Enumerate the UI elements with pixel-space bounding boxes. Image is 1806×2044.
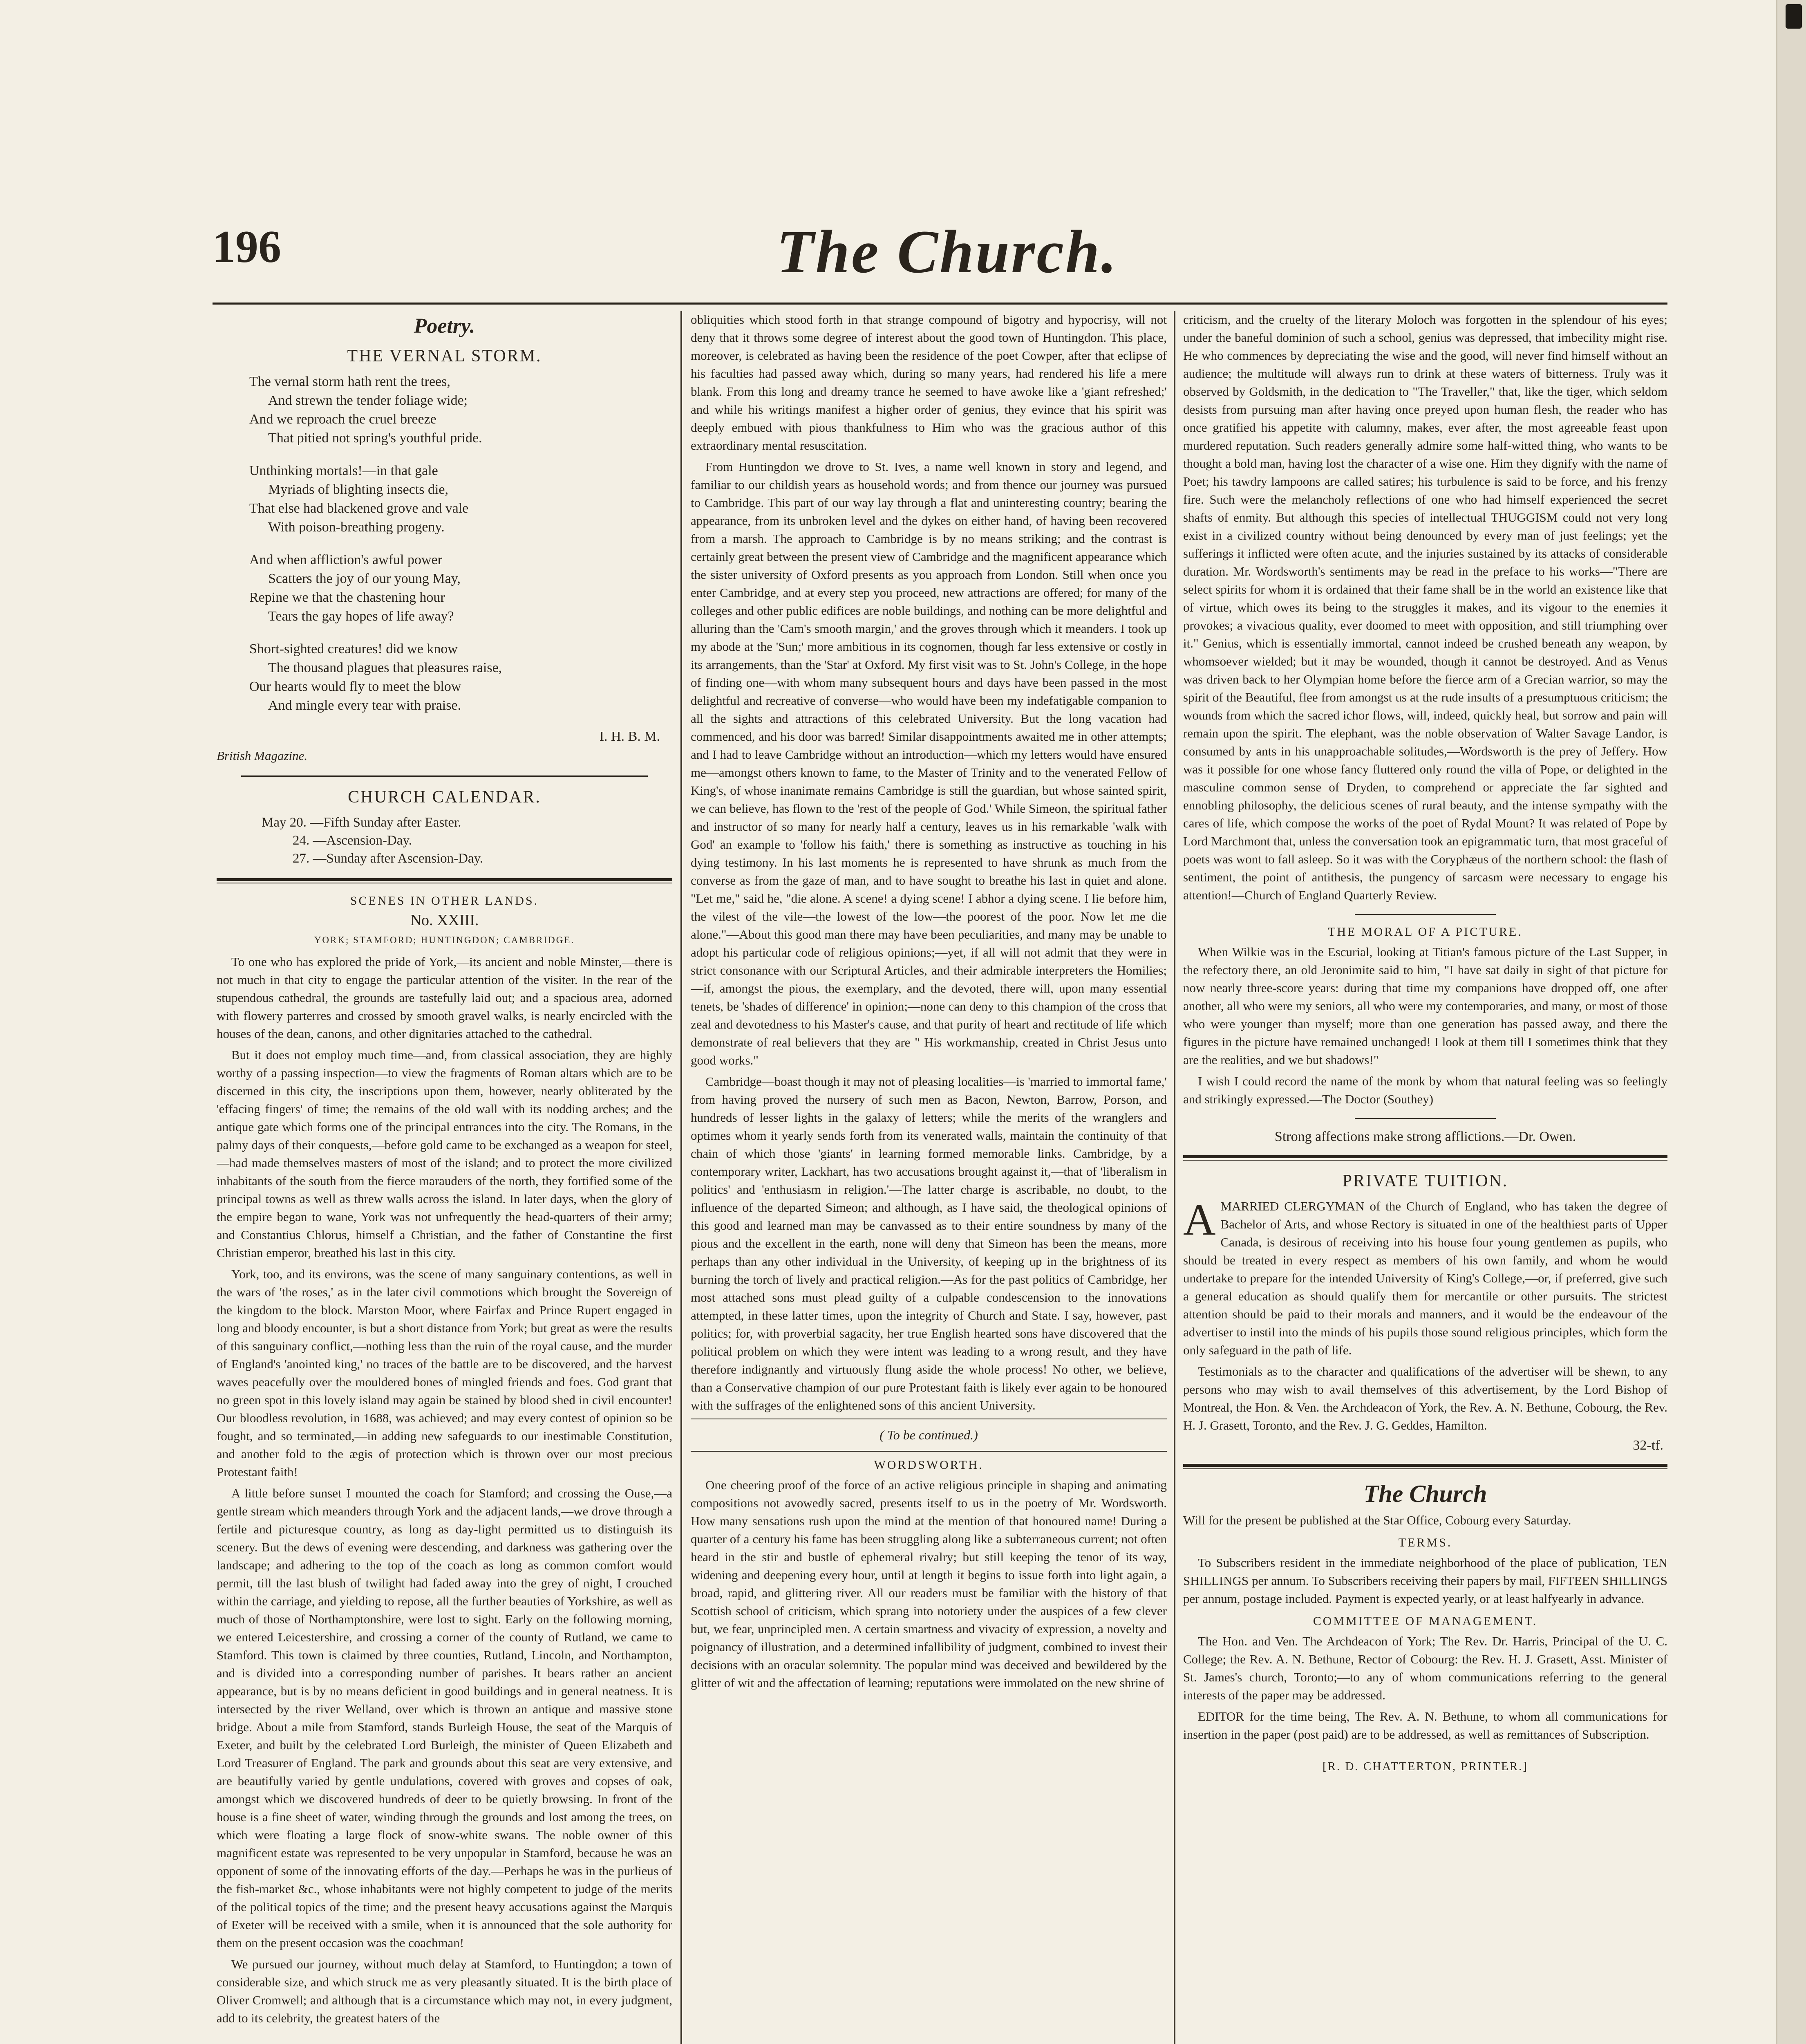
poem — [249, 372, 672, 715]
column-rule — [680, 311, 682, 2044]
poem-line: Myriads of blighting insects die, — [268, 482, 449, 497]
poem-source: British Magazine. — [217, 749, 308, 763]
paragraph: I wish I could record the name of the monk by whom that natural feeling was so feelingly and strikingly expressed.—The Doctor (Southey) — [1183, 1074, 1667, 1106]
article-title: WORDSWORTH. — [874, 1458, 984, 1472]
calendar-entry: May 20. —Fifth Sunday after Easter. — [262, 815, 461, 830]
poem-line: The thousand plagues that pleasures raise, — [268, 660, 502, 675]
divider — [1355, 1118, 1496, 1119]
publication-info — [1183, 1511, 1667, 1744]
paragraph: obliquities which stood forth in that strange compound of bigotry and hypocrisy, will not deny that it throws some degree of interest about the good town of Huntingdon. This place, moreover, is celebrated as having been the residence of the poet Cowper, after that eclipse of his faculties had passed away which, during so many years, had rendered his life a mere blank. From this long and dreamy trance he seemed to have awoke like a 'giant refreshed;' and while his writings manifest a higher order of genius, they evince that his spirit was deeply embued with pious thankfulness to Him who was the gracious author of this extraordinary mental resuscitation. — [691, 312, 1167, 453]
paragraph: To one who has explored the pride of York,—its ancient and noble Minster,—there is not much in that city to engage the particular attention of the visiter. In the rear of the stupendous cathedral, the grounds are tastefully laid out; and a spacious area, adorned with flowery parterres and crossed by smooth gravel walks, is nearly encircled with the houses of the dean, canons, and other dignitaries attached to the cathedral. — [217, 955, 672, 1041]
paragraph: EDITOR for the time being, The Rev. A. N. Bethune, to whom all communications for insertion in the paper (post paid) are to be addressed, as well as remittances of Subscription. — [1183, 1709, 1667, 1741]
column-3 — [1183, 311, 1667, 2044]
publication-title: The Church — [1363, 1480, 1487, 1507]
advert-body — [1183, 1197, 1667, 1453]
terms-title: TERMS. — [1398, 1536, 1452, 1549]
poem-line: Scatters the joy of our young May, — [268, 571, 461, 586]
paragraph: Cambridge—boast though it may not of pleasing localities—is 'married to immortal fame,' from having proved the nursery of such men as Bacon, Newton, Barrow, Porson, and hundreds of lesser lights in the galaxy of letters; while the merits of the wranglers and optimes whom it yearly sends forth from its venerated walls, maintain the continuity of that chain of which those 'giants' in learning formed memorable links. Cambridge, by a contemporary writer, Lackhart, has two accusations brought against it,—that of 'liberalism in politics' and 'enthusiasm in religion.'—The latter charge is ascribable, no doubt, to the influence of the departed Simeon; and although, as I have said, the theological opinions of this good and learned man may be canvassed as to their entire soundness by many of the pious and the excellent in the earth, none will deny that Simeon has been the means, more perhaps than any other individual in the University, of keeping up in the brightness of its burning the torch of lively and practical religion.—As for the past politics of Cambridge, her most attached sons must plead guilty of a culpable condescension to the innovations attempted, in these latter times, upon the integrity of Church and State. I say, however, past politics; for, with proverbial sagacity, her true English hearted sons have discovered that the political problem on which they were intent was leading to a wrong result, and they have therefore indignantly and virtuously flung aside the whole process! No other, we believe, than a Conservative champion of our pure Protestant faith is likely ever again to be honoured with the suffrages of the enlightened sons of this ancient University. — [691, 1074, 1167, 1412]
paragraph: York, too, and its environs, was the scene of many sanguinary contentions, as well in the wars of 'the roses,' as in the later civil commotions which brought the Sovereign of the kingdom to the block. Marston Moor, where Fairfax and Prince Rupert engaged in long and bloody encounter, is but a short distance from York; but great as were the results of this sanguinary conflict,—nothing less than the ruin of the royal cause, and the murder of England's 'anointed king,' no traces of the battle are to be discovered, and the harvest waves peacefully over the mouldered bones of mingled friends and foes. God grant that no green spot in this lovely island may again be stained by blood shed in civil encounter! Our bloodless revolution, in 1688, was achieved; and may every contest of opinion so be fought, and so terminated,—in adding new safeguards to our inestimable Constitution, and another fold to the ægis of protection which is thrown over our most precious Protestant faith! — [217, 1267, 672, 1479]
paragraph: The Hon. and Ven. The Archdeacon of York; The Rev. Dr. Harris, Principal of the U. C. College; the Rev. A. N. Bethune, Rector of Cobourg: the Rev. H. J. Grasett, Asst. Minister of St. James's church, Toronto;—to any of whom communications referring to the general interests of the paper may be addressed. — [1183, 1634, 1667, 1702]
poem-line: Short-sighted creatures! did we know — [249, 641, 458, 657]
paragraph: criticism, and the cruelty of the literary Moloch was forgotten in the splendour of his eyes; under the baneful dominion of such a school, genius was depressed, that imbecility might rise. He who commences by depreciating the wise and the good, will never find himself without an audience; the multitude will always run to drink at these waters of bitterness. Truly was it observed by Goldsmith, in the dedication to "The Traveller," that, like the tiger, which seldom desists from pursuing man after having once preyed upon human flesh, the reader who has once gratified his appetite with calumny, makes, ever after, the most agreeable feast upon murdered reputation. Such readers generally admire some half-witted thing, who wants to be thought a bold man, having lost the character of a wise one. Him they dignify with the name of Poet; his tawdry lampoons are called satires; his turbulence is said to be force, and his frenzy fire. Such were the melancholy reflections of one who had himself experienced the secret shafts of enmity. But although this species of intellectual THUGGISM could not very long exist in a civilized country without being denounced by every man of just feelings; yet the sufferings it inflicted were often acute, and the injuries sustained by its attacks of considerable duration. Mr. Wordsworth's sentiments may be read in the preface to his works—"There are select spirits for whom it is ordained that their fame shall be in the world an existence like that of virtue, which owes its being to the struggles it makes, and its vigour to the enemies it provokes; a vivacious quality, ever doomed to meet with opposition, and still triumphing over it." Genius, which is essentially immortal, cannot indeed be crushed beneath any weapon, by whomsoever wielded; but it may be wounded, though it cannot be destroyed. And as Venus was driven back to her Olympian home before the fierce arm of a Grecian warrior, so may the spirit of the Beautiful, flee from amongst us at the rude insults of a presumptuous criticism; the wounds from which the sacred ichor flows, will, indeed, quickly heal, but sorrow and pain will remain upon the spirit. The elephant, was the noble observation of Walter Savage Landor, is consumed by ants in his unapproachable solitudes,—Wordsworth is the prey of Jeffery. How was it possible for one whose fancy fluttered only round the villa of Pope, or delighted in the masculine common sense of Dryden, to comprehend or appreciate the far sighted and ennobling philosophy, the delicious scenes of rural beauty, and the intense sympathy with the cares of life, which compose the works of the poet of Rydal Mount? It was related of Pope by Lord Marchmont that, unless the conversation took an epigrammatic turn, that most graceful of poets was wont to fall asleep. So it was with the Coryphæus of the northern school: the flash of sentiment, the point of antithesis, the pungency of sarcasm were necessary to engage his attention!—Church of England Quarterly Review. — [1183, 312, 1667, 902]
divider — [217, 878, 672, 883]
page-number: 196 — [213, 222, 281, 272]
paragraph: But it does not employ much time—and, from classical association, they are highly worthy of a passing inspection—to view the fragments of Roman altars which are to be discerned in this city, the inscriptions upon them, however, nearly obliterated by the 'effacing fingers' of time; the remains of the old wall with its nodding arches; and the antique gate which forms one of the principal entrances into the city. The Romans, in the palmy days of their conquests,—before gold came to be exchanged as a weapon for steel,—had made themselves masters of most of the island; and to protect the more civilized inhabitants of the south from the fierce marauders of the north, they fortified some of the principal towns as well as threw walls across the island. In later days, when the glory of the empire began to wane, York was not unfrequently the head-quarters of their army; and Constantius Chlorus, himself a Christian, and the father of Constantine the first Christian emperor, breathed his last in this city. — [217, 1048, 672, 1260]
article-body — [1183, 311, 1667, 1145]
paragraph: When Wilkie was in the Escurial, looking at Titian's famous picture of the Last Supper, in the refectory there, an old Jeronimite said to him, "I have sat daily in sight of that picture for now nearly three-score years: during that time my companions have dropped off, one after another, all who were my seniors, all who were my contemporaries, and many, or most of those who were younger than myself; more than one generation has passed away, and there the figures in the picture have remained unchanged! I look at them till I sometimes think that they are the realities, and we but shadows!" — [1183, 945, 1667, 1067]
calendar-entry: 27. —Sunday after Ascension-Day. — [293, 851, 483, 866]
section-heading-poetry: Poetry. — [414, 314, 475, 338]
article-places: YORK; STAMFORD; HUNTINGDON; CAMBRIDGE. — [314, 935, 575, 945]
stanza — [249, 551, 672, 626]
continued-box — [691, 1419, 1167, 1452]
quote: Strong affections make strong afflictions.—Dr. Owen. — [1274, 1129, 1576, 1144]
poem-line: And we reproach the cruel breeze — [249, 412, 436, 427]
poem-line: That pitied not spring's youthful pride. — [268, 430, 482, 446]
column-rule — [1174, 311, 1175, 2044]
binding-mark — [1786, 4, 1802, 29]
poem-title: THE VERNAL STORM. — [347, 347, 542, 365]
printer-imprint: [R. D. CHATTERTON, PRINTER.] — [1322, 1760, 1528, 1773]
divider — [1183, 1155, 1667, 1161]
header-rule — [213, 303, 1667, 305]
church-calendar — [217, 814, 672, 867]
paragraph: One cheering proof of the force of an active religious principle in shaping and animating compositions not avowedly sacred, presents itself to us in the poetry of Mr. Wordsworth. How many sensations rush upon the mind at the mention of that honoured name! During a quarter of a century his fame has been struggling along like a subterraneous current; not often heard in the stir and bustle of ephemeral rivalry; but still keeping the tenor of its way, widening and deepening every hour, until at length it begins to issue forth into light again, a broad, rapid, and glittering river. All our readers must be familiar with the history of that Scottish school of criticism, which sprang into notoriety under the auspices of a few clever but, we fear, unprincipled men. A certain smartness and vivacity of expression, a novelty and poignancy of illustration, and a determined infallibility of judgment, combined to invest their decisions with an oracular solemnity. The popular mind was deceived and bewildered by the glitter of wit and the affectation of learning; reputations were immolated on the new shrine of — [691, 1478, 1167, 1690]
advert-reference: 32-tf. — [1633, 1438, 1663, 1453]
divider — [241, 775, 648, 777]
stanza — [249, 640, 672, 715]
paragraph: A little before sunset I mounted the coach for Stamford; and crossing the Ouse,—a gentle stream which meanders through York and the adjacent lands,—we drove through a fertile and picturesque country, as long as day-light permitted us to distinguish its scenery. But the dews of evening were descending, and darkness was gathering over the landscape; and adhering to the top of the coach as long as common comfort would permit, till the last blush of twilight had faded away into the grey of night, I crouched within the carriage, and yielding to repose, all the further beauties of Yorkshire, as well as much of those of Northamptonshire, were lost to sight. Early on the following morning, we entered Leicestershire, and crossing a corner of the county of Rutland, we came to Stamford. This town is claimed by three counties, Rutland, Lincoln, and Northampton, and is divided into a corresponding number of parishes. It bears rather an ancient appearance, but is by no means deficient in good buildings and in general neatness. It is intersected by the river Welland, over which is thrown an antique and massive stone bridge. About a mile from Stamford, stands Burleigh House, the seat of the Marquis of Exeter, and built by the celebrated Lord Burleigh, the minister of Queen Elizabeth and Lord Treasurer of England. The park and grounds about this seat are very extensive, and are beautifully varied by gentle undulations, covered with groves and copses of oak, amongst which we discovered hundreds of deer to be quietly browsing. In front of the house is a fine sheet of water, winding through the grounds and lost among the trees, on which were floating a large flock of snow-white swans. The noble owner of this magnificent estate was represented to be very unpopular in Stamford, because he was an opponent of some of the innovating efforts of the day.—Perhaps he was in the purlieus of the fish-market &c., whose inhabitants were not highly competent to judge of the merits of the political topics of the time; and the present heavy accusations against the Marquis of Exeter will be received with a smile, when it is announced that the sole authority for them on the present occasion was the coachman! — [217, 1486, 672, 1950]
masthead-title: The Church. — [777, 218, 1118, 286]
article-title: THE MORAL OF A PICTURE. — [1328, 925, 1523, 939]
paragraph: Testimonials as to the character and qualifications of the advertiser will be shewn, to any persons who may wish to avail themselves of this advertisement, by the Lord Bishop of Montreal, the Hon. & Ven. the Archdeacon of York, the Rev. A. N. Bethune, Cobourg, the Rev. H. J. Grasett, Toronto, and the Rev. J. G. Geddes, Hamilton. — [1183, 1364, 1667, 1432]
poem-line: And mingle every tear with praise. — [268, 698, 461, 713]
advert-title: PRIVATE TUITION. — [1342, 1172, 1508, 1190]
paragraph: Will for the present be published at the Star Office, Cobourg every Saturday. — [1183, 1513, 1571, 1527]
poem-line: And strewn the tender foliage wide; — [268, 393, 468, 408]
poem-line: Our hearts would fly to meet the blow — [249, 679, 461, 694]
continued-note: ( To be continued.) — [880, 1428, 978, 1442]
paragraph: From Huntingdon we drove to St. Ives, a name well known in story and legend, and familiar to our childish years as household words; and from thence our journey was pursued to Cambridge. This part of our way lay through a flat and uninteresting country; bearing the appearance, from its unbroken level and the dykes on either hand, of having been recovered from a marsh. The approach to Cambridge is by no means striking; and the contrast is certainly great between the present view of Cambridge and the magnificent appearance which the sister university of Oxford presents as you approach from London. Still when once you enter Cambridge, and at every step you proceed, new attractions are offered; for many of the colleges and other public edifices are noble buildings, and nothing can be more delightful and alluring than the 'Cam's smooth margin,' and the groves through which it meanders. I took up my abode at the 'Sun;' more ambitious in its cognomen, though far less extensive or costly in its arrangements, than the 'Star' at Oxford. My first visit was to St. John's College, in the hope of finding one—with whom many subsequent hours and days have been passed in the most delightful and recreative of converse—who would have been my indefatigable companion to all the sights and attractions of this celebrated University. But the long vacation had commenced, and his door was barred! Similar disappointments awaited me in other attempts; and I had to leave Cambridge without an introduction—which my letters would have ensured me—amongst others known to fame, to the Master of Trinity and to the venerated Fellow of King's, of whose inanimate remains Cambridge is still the guardian, but whose sainted spirit, we can believe, has flown to the 'rest of the people of God.' While Simeon, the spiritual father and instructor of so many for nearly half a century, leaves us in his remarkable 'walk with God' an example to 'follow his faith,' there is something as instructive as touching in his dying testimony. In his last moments he is represented to have shrunk as much from the converse as from the gaze of man, and to have sought to breathe his last in quiet and alone. "Let me," said he, "die alone. A scene! a dying scene! I abhor a dying scene. I lie before him, the vilest of the vile—the lowest of the low—the poorest of the poor. Now let me die alone."—About this good man there may have been peculiarities, and many may be unable to adopt his particular code of religious opinions;—yet, if all will not admit that they were in strict consonance with our Scriptural Articles, and their admirable interpreters the Homilies;—if, amongst the pious, the exemplary, and the devoted, there will, upon many essential tenets, be 'shades of difference' in opinion;—none can deny to this champion of the cross that zeal and devotedness to his Master's cause, and that purity of heart and rectitude of life which demonstrate of real believers that they are " His workmanship, created in Christ Jesus unto good works." — [691, 459, 1167, 1067]
article-body — [217, 953, 672, 2027]
paragraph: To Subscribers resident in the immediate neighborhood of the place of publication, TEN SHILLINGS per annum. To Subscribers receiving their papers by mail, FIFTEEN SHILLINGS per annum, postage included. Payment is expected yearly, or at least halfyearly in advance. — [1183, 1555, 1667, 1606]
calendar-title: CHURCH CALENDAR. — [348, 788, 541, 807]
page-edge — [1776, 0, 1806, 2044]
divider — [1183, 1464, 1667, 1469]
poem-line: Repine we that the chastening hour — [249, 590, 445, 605]
stanza — [249, 372, 672, 448]
paragraph: We pursued our journey, without much delay at Stamford, to Huntingdon; a town of considerable size, and which struck me as very pleasantly situated. It is the birth place of Oliver Cromwell; and although that is a circumstance which may not, in every judgment, add to its celebrity, the greatest haters of the — [217, 1957, 672, 2025]
poem-line: The vernal storm hath rent the trees, — [249, 374, 450, 389]
article-title: SCENES IN OTHER LANDS. — [350, 894, 539, 908]
poem-line: With poison-breathing progeny. — [268, 520, 445, 535]
calendar-entry: 24. —Ascension-Day. — [293, 833, 412, 848]
committee-title: COMMITTEE OF MANAGEMENT. — [1313, 1614, 1538, 1628]
poem-line: Tears the gay hopes of life away? — [268, 609, 454, 624]
poem-signature: I. H. B. M. — [599, 729, 660, 744]
article-number: No. XXIII. — [410, 912, 479, 929]
paragraph: AMARRIED CLERGYMAN of the Church of England, who has taken the degree of Bachelor of Arts, and whose Rectory is situated in one of the healthiest parts of Upper Canada, is desirous of receiving into his house four young gentlemen as pupils, who should be treated in every respect as members of his own family, and whom he would undertake to prepare for the intended University of King's College,—or, if preferred, give such a general education as should qualify them for mercantile or other pursuits. The strictest attention should be paid to their morals and manners, and it would be the endeavour of the advertiser to instil into the minds of his pupils those sound religious principles, which form the only safeguard in the path of life. — [1183, 1195, 1667, 1357]
poem-line: Unthinking mortals!—in that gale — [249, 463, 438, 478]
stanza — [249, 462, 672, 537]
poem-line: That else had blackened grove and vale — [249, 501, 469, 516]
column-1 — [217, 311, 672, 2044]
poem-line: And when affliction's awful power — [249, 552, 442, 567]
divider — [1355, 914, 1496, 915]
column-2 — [691, 311, 1167, 2044]
